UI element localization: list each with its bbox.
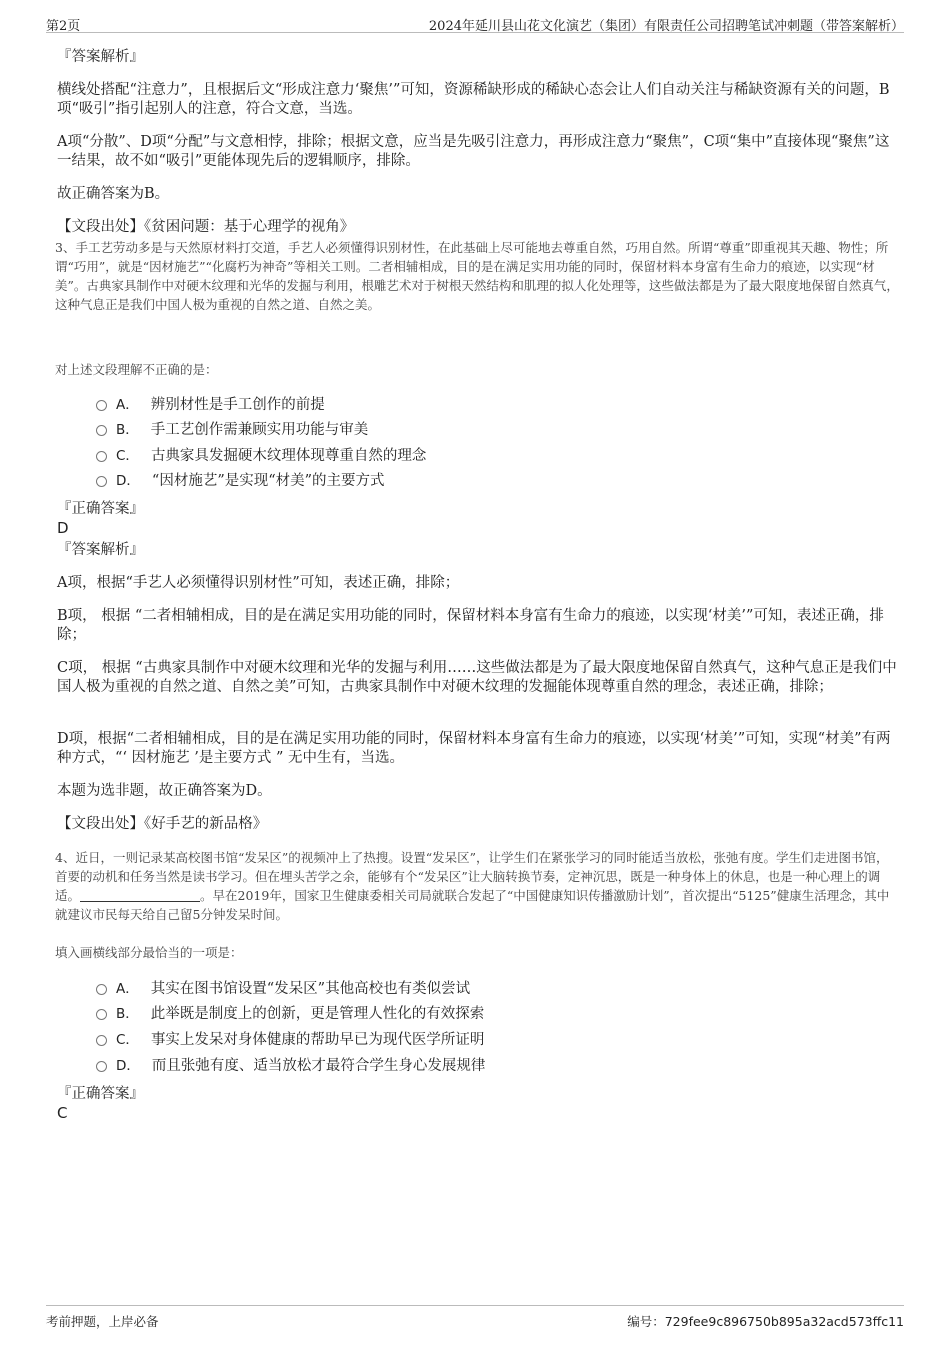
footer-slogan: 考前押题，上岸必备 bbox=[46, 1314, 159, 1329]
radio-icon[interactable] bbox=[96, 400, 107, 411]
q3-analysis-label: 『答案解析』 bbox=[57, 542, 144, 558]
page-footer bbox=[46, 1305, 904, 1330]
q4-option-d[interactable]: D． 而且张弛有度、适当放松才最符合学生身心发展规律 bbox=[96, 1056, 485, 1076]
radio-icon[interactable] bbox=[96, 451, 107, 462]
q2-source: 【文段出处】《贫困问题：基于心理学的视角》 bbox=[57, 219, 355, 235]
q2-analysis-p2: A项“分散”、D项“分配”与文意相悖，排除；根据文意，应当是先吸引注意力，再形成注意力“聚焦”，C项“集中”直接体现“聚焦”这一结果，故不如“吸引”更能体现先后的逻辑顺序，排除。 bbox=[57, 134, 890, 169]
q4-stem: 4、近日，一则记录某高校图书馆“发呆区”的视频冲上了热搜。设置“发呆区”，让学生们在紧张学习的同时能适当放松，张弛有度。学生们走进图书馆，首要的动机和任务当然是读书学习。但在埋头苦学之余，能够有个“发呆区”让大脑转换节奏，定神沉思，既是一种身体上的休息，也是一种心理上的调适。 。早在2019年，国家卫生健康委相关司局就联合发起了“中国健康知识传播激励计划”，首次提出“5125”健康生活理念，其中就建议市民每天给自己留5分钟发呆时间。 bbox=[55, 850, 890, 922]
q3-answer: D bbox=[57, 519, 69, 537]
q4-option-c[interactable]: C． 事实上发呆对身体健康的帮助早已为现代医学所证明 bbox=[96, 1030, 484, 1050]
q3-analysis-c: C项， 根据 “古典家具制作中对硬木纹理和光华的发掘与利用……这些做法都是为了最大限度地保留自然真气，这种气息正是我们中国人极为重视的自然之道、自然之美”可知，古典家具制作中对硬木纹理的发掘能体现尊重自然的理念，表述正确，排除； bbox=[57, 660, 897, 695]
radio-icon[interactable] bbox=[96, 425, 107, 436]
radio-icon[interactable] bbox=[96, 476, 107, 487]
q4-answer: C bbox=[57, 1104, 68, 1122]
q2-conclusion: 故正确答案为B。 bbox=[57, 186, 170, 202]
q3-option-c[interactable]: C． 古典家具发掘硬木纹理体现尊重自然的理念 bbox=[96, 446, 426, 466]
q2-analysis-label: 『答案解析』 bbox=[57, 49, 144, 65]
page-number: 第2页 bbox=[46, 19, 81, 34]
q3-option-b[interactable]: B． 手工艺创作需兼顾实用功能与审美 bbox=[96, 420, 368, 440]
footer-code: 编号：729fee9c896750b895a32acd573ffc11 bbox=[627, 1314, 904, 1329]
q4-option-b[interactable]: B． 此举既是制度上的创新，更是管理人性化的有效探索 bbox=[96, 1004, 484, 1024]
radio-icon[interactable] bbox=[96, 1061, 107, 1072]
q3-answer-label: 『正确答案』 bbox=[57, 501, 144, 517]
radio-icon[interactable] bbox=[96, 1009, 107, 1020]
q4-answer-label: 『正确答案』 bbox=[57, 1086, 144, 1102]
q3-analysis-b: B项， 根据 “二者相辅相成，目的是在满足实用功能的同时，保留材料本身富有生命力的痕迹，以实现‘材美’”可知，表述正确，排除； bbox=[57, 608, 884, 643]
radio-icon[interactable] bbox=[96, 1035, 107, 1046]
q2-analysis-p1: 横线处搭配“注意力”，且根据后文“形成注意力‘聚焦’”可知，资源稀缺形成的稀缺心态会让人们自动关注与稀缺资源有关的问题，B项“吸引”指引起别人的注意，符合文意，当选。 bbox=[57, 82, 890, 117]
page-header bbox=[46, 12, 904, 33]
document-title: 2024年延川县山花文化演艺（集团）有限责任公司招聘笔试冲刺题（带答案解析） bbox=[428, 19, 904, 34]
q3-stem: 3、手工艺劳动多是与天然原材料打交道，手艺人必须懂得识别材性，在此基础上尽可能地去尊重自然，巧用自然。所谓“尊重”即重视其天趣、物性；所谓“巧用”，就是“因材施艺”“化腐朽为神奇”等相关工则。二者相辅相成，目的是在满足实用功能的同时，保留材料本身富有生命力的痕迹，以实现“材美”。古典家具制作中对硬木纹理和光华的发掘与利用，根雕艺术对于树根天然结构和肌理的拟人化处理等，这些做法都是为了最大限度地保留自然真气，这种气息正是我们中国人极为重视的自然之道、自然之美。 bbox=[55, 240, 899, 312]
q4-option-a[interactable]: A． 其实在图书馆设置“发呆区”其他高校也有类似尝试 bbox=[96, 979, 470, 999]
q3-analysis-a: A项，根据“手艺人必须懂得识别材性”可知，表述正确，排除； bbox=[57, 575, 460, 591]
radio-icon[interactable] bbox=[96, 984, 107, 995]
q3-analysis-d: D项，根据“二者相辅相成，目的是在满足实用功能的同时，保留材料本身富有生命力的痕迹，以实现‘材美’”可知，实现“材美”有两种方式，“‘ 因材施艺 ’是主要方式 ” 无中生有，当选。 bbox=[57, 731, 891, 766]
q3-prompt: 对上述文段理解不正确的是： bbox=[55, 362, 218, 377]
q3-option-a[interactable]: A． 辨别材性是手工创作的前提 bbox=[96, 395, 325, 415]
q3-source: 【文段出处】《好手艺的新品格》 bbox=[57, 816, 268, 832]
q3-conclusion: 本题为选非题，故正确答案为D。 bbox=[57, 783, 272, 799]
q4-prompt: 填入画横线部分最恰当的一项是： bbox=[55, 945, 243, 960]
fill-blank bbox=[80, 889, 200, 902]
q3-option-d[interactable]: D． “因材施艺”是实现“材美”的主要方式 bbox=[96, 471, 385, 491]
